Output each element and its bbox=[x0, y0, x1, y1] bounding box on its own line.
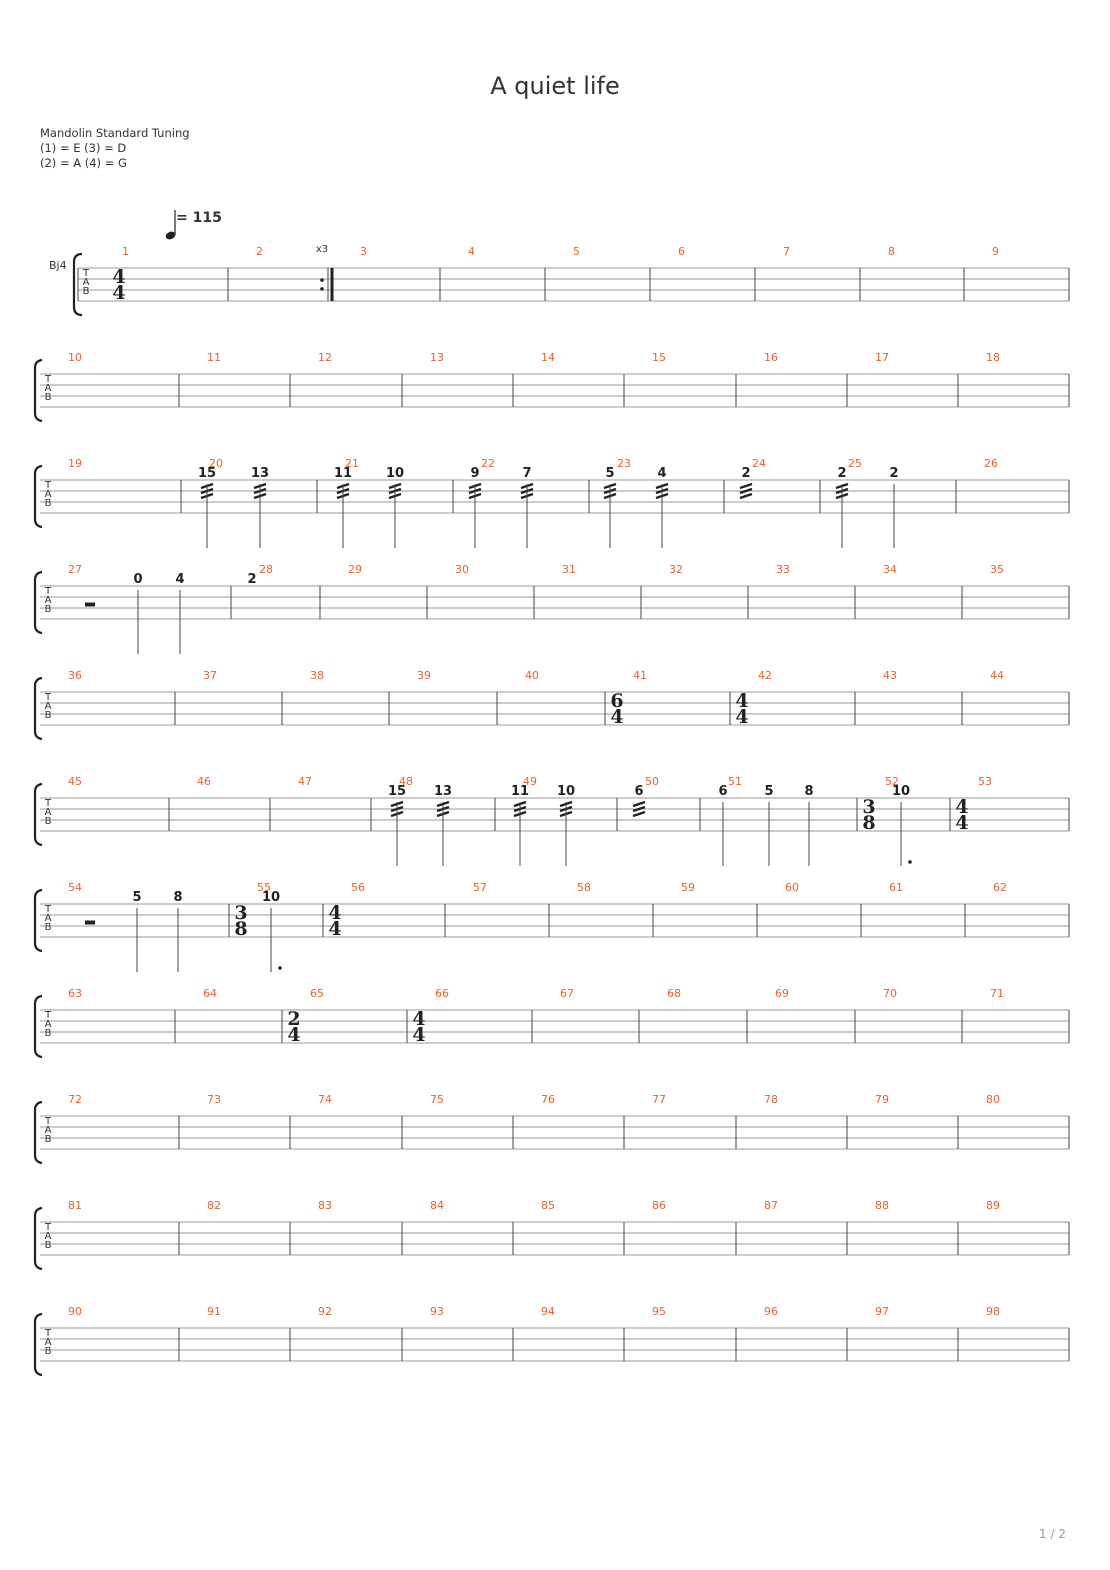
tab-clef-letter: A bbox=[44, 807, 52, 818]
measure-number: 13 bbox=[430, 351, 444, 364]
measure-number: 75 bbox=[430, 1093, 444, 1106]
measure-number: 93 bbox=[430, 1305, 444, 1318]
time-signature-bottom: 4 bbox=[955, 812, 969, 834]
measure-number: 80 bbox=[986, 1093, 1000, 1106]
time-signature-top: 4 bbox=[412, 1008, 426, 1030]
tab-clef-letter: T bbox=[44, 1328, 52, 1339]
measure-number: 35 bbox=[990, 563, 1004, 576]
measure-number: 49 bbox=[523, 775, 537, 788]
measure-number: 79 bbox=[875, 1093, 889, 1106]
time-signature-top: 4 bbox=[328, 902, 342, 924]
time-signature-bottom: 4 bbox=[287, 1024, 301, 1046]
time-signature-bottom: 4 bbox=[610, 706, 624, 728]
system-bracket bbox=[35, 1208, 42, 1269]
dotted-note-dot bbox=[908, 860, 912, 864]
tab-clef-letter: T bbox=[44, 1116, 52, 1127]
system-bracket bbox=[35, 996, 42, 1057]
tab-clef-letter: T bbox=[44, 374, 52, 385]
measure-number: 90 bbox=[68, 1305, 82, 1318]
fret-number: 0 bbox=[133, 572, 143, 587]
tab-clef-letter: B bbox=[82, 286, 90, 297]
measure-number: 15 bbox=[652, 351, 666, 364]
measure-number: 71 bbox=[990, 987, 1004, 1000]
song-title: A quiet life bbox=[490, 72, 620, 100]
measure-number: 56 bbox=[351, 881, 365, 894]
time-signature-bottom: 8 bbox=[234, 918, 248, 940]
measure-number: 60 bbox=[785, 881, 799, 894]
fret-number: 10 bbox=[891, 784, 911, 799]
measure-number: 23 bbox=[617, 457, 631, 470]
track-label: Bj4 bbox=[49, 259, 67, 272]
measure-number: 27 bbox=[68, 563, 82, 576]
tab-clef-letter: T bbox=[44, 1222, 52, 1233]
tuning-name: Mandolin Standard Tuning bbox=[40, 126, 190, 140]
measure-number: 78 bbox=[764, 1093, 778, 1106]
half-rest-icon bbox=[85, 603, 95, 607]
measure-number: 86 bbox=[652, 1199, 666, 1212]
measure-number: 65 bbox=[310, 987, 324, 1000]
system-bracket bbox=[35, 360, 42, 421]
system-bracket bbox=[35, 890, 42, 951]
tab-clef-letter: B bbox=[44, 604, 52, 615]
time-signature-top: 3 bbox=[234, 902, 248, 924]
tremolo-stroke bbox=[633, 802, 645, 806]
measure-number: 18 bbox=[986, 351, 1000, 364]
tab-clef-letter: B bbox=[44, 498, 52, 509]
tab-clef-letter: B bbox=[44, 1346, 52, 1357]
tab-clef-letter: A bbox=[44, 913, 52, 924]
fret-number: 2 bbox=[741, 466, 751, 481]
repeat-dot bbox=[320, 278, 324, 282]
measure-number: 48 bbox=[399, 775, 413, 788]
system-bracket bbox=[35, 784, 42, 845]
measure-number: 55 bbox=[257, 881, 271, 894]
measure-number: 20 bbox=[209, 457, 223, 470]
fret-number: 15 bbox=[197, 466, 217, 481]
measure-number: 3 bbox=[360, 245, 367, 258]
time-signature-bottom: 4 bbox=[412, 1024, 426, 1046]
tab-clef-letter: A bbox=[44, 1019, 52, 1030]
measure-number: 5 bbox=[573, 245, 580, 258]
measure-number: 47 bbox=[298, 775, 312, 788]
measure-number: 52 bbox=[885, 775, 899, 788]
measure-number: 98 bbox=[986, 1305, 1000, 1318]
fret-number: 6 bbox=[634, 784, 644, 799]
measure-number: 66 bbox=[435, 987, 449, 1000]
time-signature-top: 6 bbox=[610, 690, 624, 712]
measure-number: 17 bbox=[875, 351, 889, 364]
time-signature-top: 4 bbox=[112, 266, 126, 288]
measure-number: 41 bbox=[633, 669, 647, 682]
measure-number: 46 bbox=[197, 775, 211, 788]
tab-clef-letter: T bbox=[82, 268, 90, 279]
tab-clef-letter: B bbox=[44, 816, 52, 827]
tab-clef-letter: A bbox=[44, 595, 52, 606]
half-rest-icon bbox=[85, 921, 95, 925]
measure-number: 88 bbox=[875, 1199, 889, 1212]
measure-number: 43 bbox=[883, 669, 897, 682]
measure-number: 2 bbox=[256, 245, 263, 258]
measure-number: 37 bbox=[203, 669, 217, 682]
measure-number: 96 bbox=[764, 1305, 778, 1318]
time-signature-top: 4 bbox=[735, 690, 749, 712]
fret-number: 11 bbox=[333, 466, 353, 481]
measure-number: 94 bbox=[541, 1305, 555, 1318]
tab-clef-letter: A bbox=[44, 1337, 52, 1348]
time-signature-bottom: 4 bbox=[735, 706, 749, 728]
tremolo-stroke bbox=[740, 494, 752, 498]
tuning-line-2: (2) = A (4) = G bbox=[40, 156, 127, 170]
measure-number: 1 bbox=[122, 245, 129, 258]
tab-clef-letter: T bbox=[44, 692, 52, 703]
measure-number: 57 bbox=[473, 881, 487, 894]
measure-number: 69 bbox=[775, 987, 789, 1000]
measure-number: 36 bbox=[68, 669, 82, 682]
fret-number: 7 bbox=[522, 466, 532, 481]
measure-number: 73 bbox=[207, 1093, 221, 1106]
measure-number: 68 bbox=[667, 987, 681, 1000]
measure-number: 45 bbox=[68, 775, 82, 788]
measure-number: 50 bbox=[645, 775, 659, 788]
tab-clef-letter: A bbox=[44, 1231, 52, 1242]
measure-number: 62 bbox=[993, 881, 1007, 894]
fret-number: 2 bbox=[889, 466, 899, 481]
measure-number: 82 bbox=[207, 1199, 221, 1212]
measure-number: 72 bbox=[68, 1093, 82, 1106]
fret-number: 5 bbox=[132, 890, 142, 905]
measure-number: 77 bbox=[652, 1093, 666, 1106]
tremolo-stroke bbox=[740, 484, 752, 488]
measure-number: 51 bbox=[728, 775, 742, 788]
measure-number: 97 bbox=[875, 1305, 889, 1318]
system-bracket bbox=[35, 1102, 42, 1163]
fret-number: 13 bbox=[250, 466, 270, 481]
page-indicator: 1 / 2 bbox=[1039, 1527, 1066, 1541]
measure-number: 30 bbox=[455, 563, 469, 576]
fret-number: 4 bbox=[657, 466, 667, 481]
measure-number: 7 bbox=[783, 245, 790, 258]
system-bracket bbox=[35, 1314, 42, 1375]
dotted-note-dot bbox=[278, 966, 282, 970]
measure-number: 39 bbox=[417, 669, 431, 682]
tab-clef-letter: B bbox=[44, 392, 52, 403]
tab-clef-letter: B bbox=[44, 922, 52, 933]
measure-number: 21 bbox=[345, 457, 359, 470]
measure-number: 76 bbox=[541, 1093, 555, 1106]
measure-number: 25 bbox=[848, 457, 862, 470]
measure-number: 44 bbox=[990, 669, 1004, 682]
measure-number: 70 bbox=[883, 987, 897, 1000]
fret-number: 5 bbox=[605, 466, 615, 481]
tuning-line-1: (1) = E (3) = D bbox=[40, 141, 127, 155]
measure-number: 59 bbox=[681, 881, 695, 894]
measure-number: 92 bbox=[318, 1305, 332, 1318]
measure-number: 31 bbox=[562, 563, 576, 576]
fret-number: 5 bbox=[764, 784, 774, 799]
measure-number: 89 bbox=[986, 1199, 1000, 1212]
system-bracket bbox=[35, 572, 42, 633]
measure-number: 54 bbox=[68, 881, 82, 894]
tab-clef-letter: B bbox=[44, 1028, 52, 1039]
measure-number: 10 bbox=[68, 351, 82, 364]
measure-number: 19 bbox=[68, 457, 82, 470]
measure-number: 29 bbox=[348, 563, 362, 576]
measure-number: 42 bbox=[758, 669, 772, 682]
measure-number: 8 bbox=[888, 245, 895, 258]
time-signature-bottom: 4 bbox=[112, 282, 126, 304]
tab-clef-letter: T bbox=[44, 480, 52, 491]
tab-clef-letter: A bbox=[44, 1125, 52, 1136]
fret-number: 11 bbox=[510, 784, 530, 799]
measure-number: 83 bbox=[318, 1199, 332, 1212]
fret-number: 6 bbox=[718, 784, 728, 799]
measure-number: 6 bbox=[678, 245, 685, 258]
tab-clef-letter: A bbox=[44, 701, 52, 712]
tab-clef-letter: T bbox=[44, 904, 52, 915]
measure-number: 85 bbox=[541, 1199, 555, 1212]
fret-number: 10 bbox=[261, 890, 281, 905]
fret-number: 4 bbox=[175, 572, 185, 587]
measure-number: 58 bbox=[577, 881, 591, 894]
fret-number: 2 bbox=[247, 572, 257, 587]
measure-number: 12 bbox=[318, 351, 332, 364]
measure-number: 9 bbox=[992, 245, 999, 258]
time-signature-top: 2 bbox=[287, 1008, 301, 1030]
measure-number: 87 bbox=[764, 1199, 778, 1212]
measure-number: 24 bbox=[752, 457, 766, 470]
measure-number: 81 bbox=[68, 1199, 82, 1212]
tempo-value: = 115 bbox=[176, 210, 222, 226]
fret-number: 8 bbox=[173, 890, 183, 905]
measure-number: 61 bbox=[889, 881, 903, 894]
system-bracket bbox=[35, 466, 42, 527]
fret-number: 9 bbox=[470, 466, 480, 481]
repeat-count: x3 bbox=[315, 244, 329, 255]
measure-number: 34 bbox=[883, 563, 897, 576]
measure-number: 63 bbox=[68, 987, 82, 1000]
tab-clef-letter: B bbox=[44, 1134, 52, 1145]
measure-number: 53 bbox=[978, 775, 992, 788]
measure-number: 32 bbox=[669, 563, 683, 576]
measure-number: 38 bbox=[310, 669, 324, 682]
measure-number: 74 bbox=[318, 1093, 332, 1106]
tab-clef-letter: B bbox=[44, 1240, 52, 1251]
measure-number: 28 bbox=[259, 563, 273, 576]
measure-number: 26 bbox=[984, 457, 998, 470]
tab-clef-letter: T bbox=[44, 1010, 52, 1021]
measure-number: 4 bbox=[468, 245, 475, 258]
measure-number: 95 bbox=[652, 1305, 666, 1318]
measure-number: 16 bbox=[764, 351, 778, 364]
time-signature-top: 3 bbox=[862, 796, 876, 818]
time-signature-top: 4 bbox=[955, 796, 969, 818]
measure-number: 11 bbox=[207, 351, 221, 364]
fret-number: 10 bbox=[385, 466, 405, 481]
time-signature-bottom: 8 bbox=[862, 812, 876, 834]
repeat-dot bbox=[320, 287, 324, 291]
fret-number: 13 bbox=[433, 784, 453, 799]
tab-clef-letter: A bbox=[44, 383, 52, 394]
tab-clef-letter: B bbox=[44, 710, 52, 721]
tab-clef-letter: T bbox=[44, 798, 52, 809]
measure-number: 67 bbox=[560, 987, 574, 1000]
tab-clef-letter: A bbox=[44, 489, 52, 500]
fret-number: 8 bbox=[804, 784, 814, 799]
measure-number: 22 bbox=[481, 457, 495, 470]
measure-number: 84 bbox=[430, 1199, 444, 1212]
time-signature-bottom: 4 bbox=[328, 918, 342, 940]
fret-number: 15 bbox=[387, 784, 407, 799]
tab-clef-letter: A bbox=[82, 277, 90, 288]
fret-number: 2 bbox=[837, 466, 847, 481]
measure-number: 33 bbox=[776, 563, 790, 576]
measure-number: 64 bbox=[203, 987, 217, 1000]
measure-number: 14 bbox=[541, 351, 555, 364]
tremolo-stroke bbox=[633, 812, 645, 816]
measure-number: 40 bbox=[525, 669, 539, 682]
system-bracket bbox=[35, 678, 42, 739]
fret-number: 10 bbox=[556, 784, 576, 799]
tab-clef-letter: T bbox=[44, 586, 52, 597]
measure-number: 91 bbox=[207, 1305, 221, 1318]
